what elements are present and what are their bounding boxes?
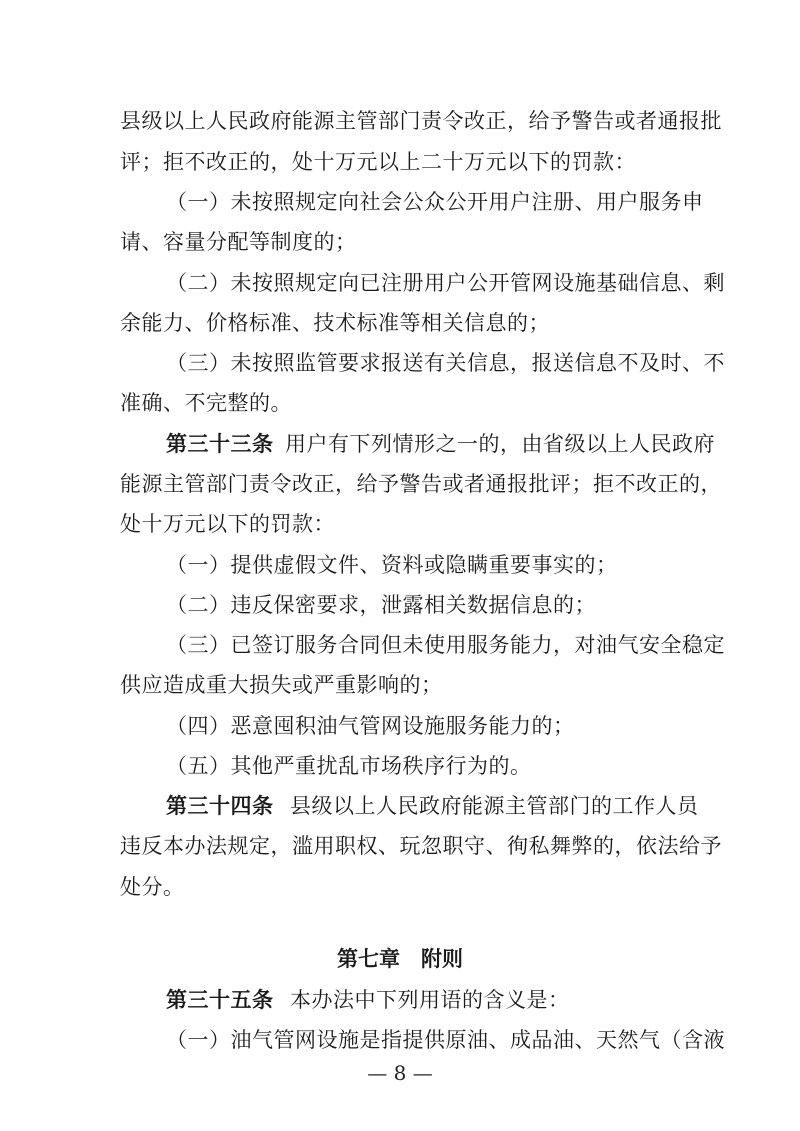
line-text: （三）已签订服务合同但未使用服务能力，对油气安全稳定 (166, 633, 725, 657)
article-34-line (0, 786, 800, 826)
article-33-line (0, 424, 800, 464)
text-line (0, 182, 800, 222)
line-text: 评；拒不改正的，处十万元以上二十万元以下的罚款： (120, 150, 636, 174)
text-line (0, 343, 800, 383)
line-text: 违反本办法规定，滥用职权、玩忽职守、徇私舞弊的，依法给予 (120, 834, 722, 858)
line-text: （三）未按照监管要求报送有关信息，报送信息不及时、不 (166, 351, 725, 375)
text-line (0, 625, 800, 665)
line-text: 县级以上人民政府能源主管部门的工作人员 (290, 794, 699, 818)
line-text: （四）恶意囤积油气管网设施服务能力的； (166, 714, 575, 738)
article-heading: 第三十四条 (166, 793, 274, 818)
line-text: （一）未按照规定向社会公众公开用户注册、用户服务申 (166, 190, 704, 214)
line-text: 处十万元以下的罚款： (120, 512, 335, 536)
line-text: （二）违反保密要求，泄露相关数据信息的； (166, 593, 596, 617)
line-text: （一）提供虚假文件、资料或隐瞒重要事实的； (166, 553, 618, 577)
text-line (0, 263, 800, 303)
line-text: （二）未按照规定向已注册用户公开管网设施基础信息、剩 (166, 271, 725, 295)
line-text: 能源主管部门责令改正，给予警告或者通报批评；拒不改正的， (120, 472, 722, 496)
article-35-line (0, 980, 800, 1020)
text-line (0, 545, 800, 585)
line-text: 用户有下列情形之一的，由省级以上人民政府 (285, 432, 715, 456)
text-line (0, 142, 800, 182)
article-heading: 第三十三条 (166, 431, 274, 456)
line-text: （五）其他严重扰乱市场秩序行为的。 (166, 754, 532, 778)
text-line (0, 383, 800, 423)
text-line (0, 464, 800, 504)
text-line (0, 585, 800, 625)
text-line (0, 665, 800, 705)
text-line (0, 746, 800, 786)
text-line (0, 101, 800, 141)
text-line (0, 222, 800, 262)
chapter-title: 第七章 附则 (337, 946, 463, 971)
line-text: 请、容量分配等制度的； (120, 230, 357, 254)
text-line (0, 303, 800, 343)
text-line (0, 826, 800, 866)
line-text: 本办法中下列用语的含义是： (290, 988, 570, 1012)
line-text: 准确、不完整的。 (120, 391, 292, 415)
line-text: 县级以上人民政府能源主管部门责令改正，给予警告或者通报批 (120, 109, 722, 133)
text-line (0, 504, 800, 544)
line-text: （一）油气管网设施是指提供原油、成品油、天然气（含液 (166, 1028, 725, 1052)
line-text: 供应造成重大损失或严重影响的； (120, 673, 443, 697)
text-line (0, 1020, 800, 1060)
article-heading: 第三十五条 (166, 987, 274, 1012)
text-line (0, 706, 800, 746)
line-text: 处分。 (120, 875, 185, 899)
page-number: — 8 — (367, 1061, 433, 1085)
line-text: 余能力、价格标准、技术标准等相关信息的； (120, 311, 550, 335)
text-line (0, 867, 800, 907)
